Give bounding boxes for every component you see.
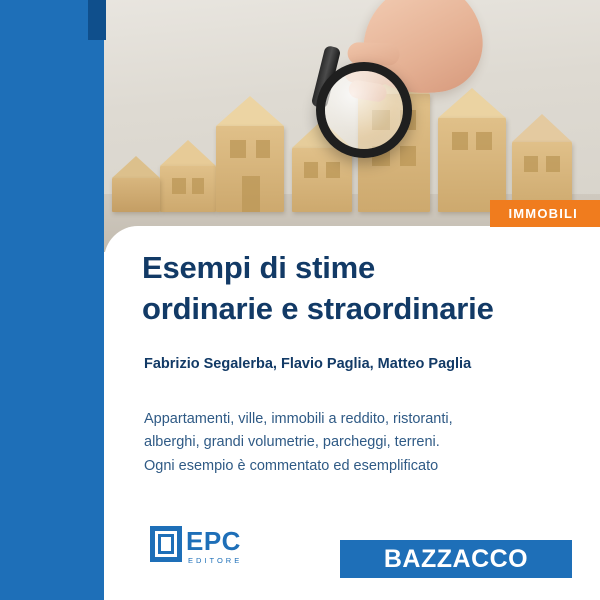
house-door-icon [242,176,260,212]
house-roof-icon [438,88,506,118]
house-door-icon [400,146,416,166]
publisher-name: EPC [186,526,241,556]
house-window-icon [304,162,318,178]
house-window-icon [326,162,340,178]
page-title [142,248,572,330]
publisher-logo [150,524,270,578]
house-roof-icon [112,156,160,178]
category-tag: IMMOBILI [490,200,600,227]
blurb-line-1: Appartamenti, ville, immobili a reddito, ristoranti, [144,411,453,427]
house-window-icon [256,140,270,158]
house-window-icon [452,132,468,150]
house-window-icon [192,178,204,194]
house-body-icon [160,166,216,212]
cover-blurb [144,408,554,478]
house-window-icon [524,156,538,172]
authors: Fabrizio Segalerba, Flavio Paglia, Matteo Paglia [144,356,472,372]
house-roof-icon [160,140,216,166]
blurb-line-2: alberghi, grandi volumetrie, parcheggi, terreni. [144,434,440,451]
publisher-subtitle: EDITORE [188,556,243,565]
imprint-badge: BAZZACCO [340,540,572,578]
house-body-icon [438,118,506,212]
blurb-line-3: Ogni esempio è commentato ed esemplificato [144,457,439,474]
title-line-1: Esempi di stime [142,250,376,285]
house-window-icon [230,140,246,158]
house-body-icon [112,178,160,212]
left-blue-bar [0,0,104,600]
house-body-icon [216,126,284,212]
house-window-icon [476,132,492,150]
epc-logo-mark-icon [150,526,182,562]
house-roof-icon [216,96,284,126]
house-window-icon [172,178,186,194]
house-body-icon [292,148,352,212]
house-window-icon [546,156,560,172]
title-line-2: ordinarie e straordinarie [142,290,494,326]
left-bar-accent [88,0,106,40]
magnifier-lens-icon [325,71,403,149]
house-roof-icon [512,114,572,142]
